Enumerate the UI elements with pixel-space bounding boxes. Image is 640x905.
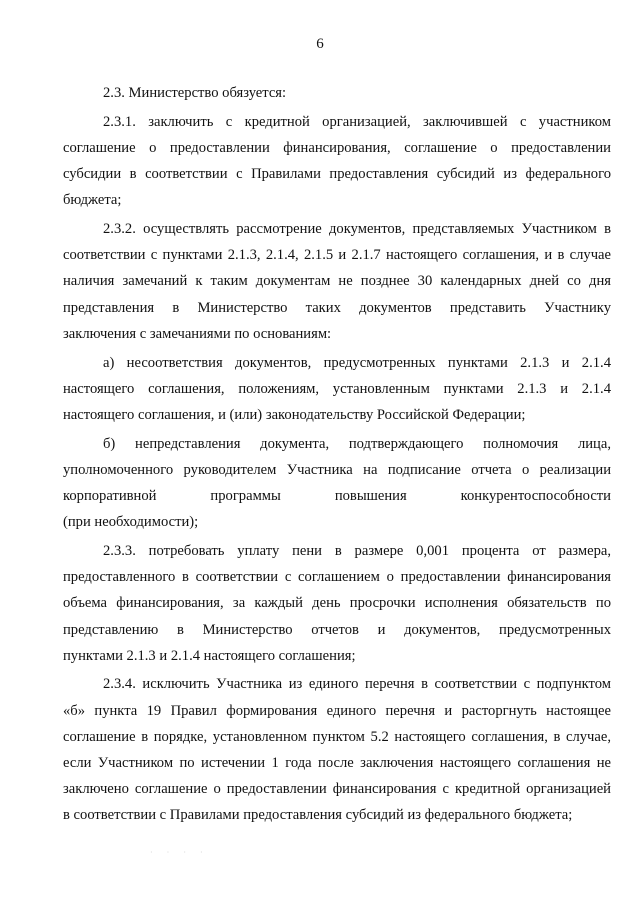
text-line: заключено соглашение о предоставлении финансирования с кредитной организацией [63, 781, 611, 798]
text-line: субсидии в соответствии с Правилами предоставления субсидий из федерального [63, 166, 611, 183]
scan-speckle: · · · · [150, 848, 209, 857]
text-line: настоящего соглашения, и (или) законодательству Российской Федерации; [63, 406, 526, 423]
text-line: предоставленного в соответствии с соглашением о предоставлении финансирования [63, 569, 611, 586]
text-line: а) несоответствия документов, предусмотренных пунктами 2.1.3 и 2.1.4 [103, 354, 611, 371]
text-line: объема финансирования, за каждый день просрочки исполнения обязательств по [63, 595, 611, 612]
paragraph-2-3 [63, 80, 611, 106]
text-line: соответствии с пунктами 2.1.3, 2.1.4, 2.1.5 и 2.1.7 настоящего соглашения, и в случае [63, 247, 611, 264]
text-line: 2.3.3. потребовать уплату пени в размере 0,001 процента от размера, [103, 542, 611, 559]
text-line: 2.3.1. заключить с кредитной организацией, заключившей с участником [103, 113, 611, 130]
text-line: «б» пункта 19 Правил формирования единого перечня и расторгнуть настоящее [63, 702, 611, 719]
text-line: уполномоченного руководителем Участника на подписание отчета о реализации [63, 461, 611, 478]
text-line: соглашение в порядке, установленном пунктом 5.2 настоящего соглашения, в случае, [63, 728, 611, 745]
paragraph-2-3-1 [63, 109, 611, 214]
text-line: представления в Министерство таких документов представить Участнику [63, 299, 611, 316]
paragraph-a [63, 350, 611, 429]
paragraph-2-3-4 [63, 671, 611, 828]
paragraph-b [63, 431, 611, 536]
paragraph-2-3-3 [63, 538, 611, 669]
text-line: представлению в Министерство отчетов и документов, предусмотренных [63, 621, 611, 638]
text-line: наличия замечаний к таким документам не позднее 30 календарных дней со дня [63, 273, 611, 290]
text-line: соглашение о предоставлении финансирования, соглашение о предоставлении [63, 139, 611, 156]
text-line: бюджета; [63, 192, 122, 209]
text-line: в соответствии с Правилами предоставления субсидий из федерального бюджета; [63, 807, 573, 824]
text-line: б) непредставления документа, подтверждающего полномочия лица, [103, 435, 611, 452]
page-number: 6 [316, 36, 324, 52]
text-line: (при необходимости); [63, 514, 199, 531]
text-line: пунктами 2.1.3 и 2.1.4 настоящего соглашения; [63, 647, 356, 664]
text-line: если Участником по истечении 1 года после заключения настоящего соглашения не [63, 755, 611, 772]
paragraph-2-3-2 [63, 216, 611, 347]
document-body [63, 80, 611, 829]
text-line: заключения с замечаниями по основаниям: [63, 325, 332, 342]
text-line: корпоративной программы повышения конкурентоспособности [63, 488, 611, 505]
text-line: 2.3.4. исключить Участника из единого перечня в соответствии с подпунктом [103, 676, 611, 693]
text-line: 2.3.2. осуществлять рассмотрение документов, представляемых Участником в [103, 221, 611, 238]
text-line: настоящего соглашения, положениям, установленным пунктами 2.1.3 и 2.1.4 [63, 380, 611, 397]
text-line: 2.3. Министерство обязуется: [103, 85, 287, 101]
